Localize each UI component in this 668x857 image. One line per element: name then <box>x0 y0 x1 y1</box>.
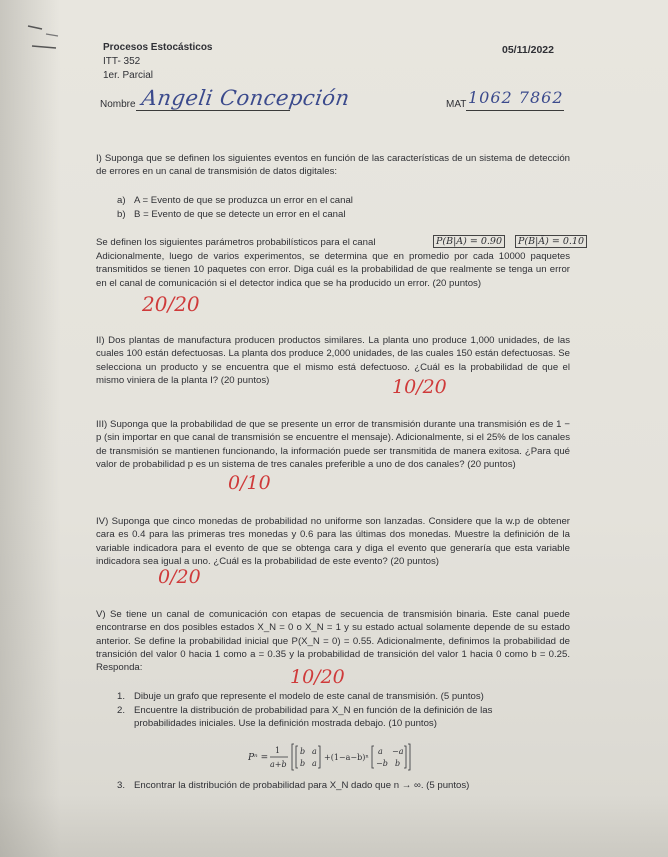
q1-item-b-label: b) <box>117 209 126 220</box>
q1-params-lead: Se definen los siguientes parámetros probabilísticos para el canal <box>96 237 376 248</box>
student-name-handwritten: Angeli Concepción <box>140 86 352 110</box>
mat-label: MAT <box>446 99 467 110</box>
exam-name: 1er. Parcial <box>103 70 154 81</box>
grade-q1: 20/20 <box>142 292 200 316</box>
name-label: Nombre <box>100 99 136 110</box>
svg-text:−b: −b <box>376 759 388 768</box>
question-3: III) Suponga que la probabilidad de que se presente un error de transmisión durante una transmisión es de 1 − p (sin importar en que canal de transmisión se encuentre el mensaje). Adicionalmente, si el 25% de los canales de transmisión se mantienen funcionando, la información puede ser transmitida de manera exitosa. ¿Para qué valor de probabilidad p es un sistema de tres canales preferible a uno de dos canales? (20 puntos) <box>96 419 570 470</box>
svg-text:a: a <box>312 747 317 756</box>
q5-item-3: Encontrar la distribución de probabilidad para X_N dado que n → ∞. (5 puntos) <box>134 780 470 791</box>
grade-q3: 0/10 <box>228 472 271 494</box>
svg-text:+(1−a−b)ⁿ: +(1−a−b)ⁿ <box>324 753 369 762</box>
svg-text:a: a <box>312 759 317 768</box>
transition-matrix-formula <box>248 740 438 777</box>
svg-text:b: b <box>395 759 401 768</box>
svg-text:b: b <box>300 759 306 768</box>
course-group: ITT- 352 <box>103 56 141 67</box>
q1-formula-2-box: P(B|Ā) = 0.10 <box>515 235 587 248</box>
svg-text:Pⁿ =: Pⁿ = <box>248 753 269 763</box>
q5-item-2-num: 2. <box>117 705 126 716</box>
q5-item-1: Dibuje un grafo que represente el modelo de este canal de transmisión. (5 puntos) <box>134 691 484 702</box>
q1-formula-1 <box>433 235 505 248</box>
question-4: IV) Suponga que cinco monedas de probabilidad no uniforme son lanzadas. Considere que la w.p de obtener cara es 0.4 para las primeras tres monedas y 0.6 para las últimas dos monedas. Muestre la definición de la variable indicadora para el evento de que se obtenga cara y diga el evento que generaría que esta variable indicadora sea igual a uno. ¿Cuál es la probabilidad de este evento? (20 puntos) <box>96 516 570 567</box>
q1-item-a: A = Evento de que se produzca un error en el canal <box>134 195 353 206</box>
paper-bottom-shade <box>0 795 668 857</box>
formula-svg <box>248 740 438 774</box>
q1-formula-2 <box>515 235 587 248</box>
q5-item-2: Encuentre la distribución de probabilidad para X_N en función de la definición de las probabilidades iniciales. Use la definición mostrada debajo. (10 puntos) <box>134 705 493 729</box>
svg-text:a+b: a+b <box>270 760 287 769</box>
svg-text:1: 1 <box>275 746 281 755</box>
q1-formula-1-box: P(B|A) = 0.90 <box>433 235 505 248</box>
question-1-intro: I) Suponga que se definen los siguientes eventos en función de las características de un sistema de detección de errores en un canal de transmisión de datos digitales: <box>96 153 570 178</box>
q5-item-1-num: 1. <box>117 691 126 702</box>
question-5: V) Se tiene un canal de comunicación con etapas de secuencia de transmisión binaria. Este canal puede encontrarse en dos posibles estados X_N = 0 o X_N = 1 y su estado actual solamente depende de su estado anterior. Se define la probabilidad inicial que P(X_N = 0) = 0.55. Adicionalmente, definimos la probabilidad de transición del valor 0 hacia 1 como a = 0.35 y la probabilidad de transición del valor 1 hacia 0 como b = 0.25. Responda: <box>96 609 570 674</box>
page-shadow <box>0 0 60 857</box>
question-2: II) Dos plantas de manufactura producen productos similares. La planta uno produce 1,000 unidades, de las cuales 100 están defectuosas. La planta dos produce 2,000 unidades, de las cuales 150 están defectuosas. Se selecciona un producto y se encuentra que el mismo está defectuoso. ¿Cuál es la probabilidad de que el mismo viniera de la planta I? (20 puntos) <box>96 335 570 386</box>
exam-date: 05/11/2022 <box>502 44 554 56</box>
svg-text:a: a <box>378 747 383 756</box>
grade-q5: 10/20 <box>290 666 345 688</box>
grade-q4: 0/20 <box>158 566 201 588</box>
course-title: Procesos Estocásticos <box>103 42 213 53</box>
q5-item-3-num: 3. <box>117 780 126 791</box>
student-id-handwritten: 1062 7862 <box>468 88 564 107</box>
grade-q2: 10/20 <box>392 376 447 398</box>
mat-underline <box>466 110 564 111</box>
pen-marks <box>26 20 86 60</box>
svg-text:−a: −a <box>392 747 404 756</box>
name-underline <box>136 110 290 111</box>
q1-item-a-label: a) <box>117 195 126 206</box>
svg-text:b: b <box>300 747 306 756</box>
q1-item-b: B = Evento de que se detecte un error en el canal <box>134 209 346 220</box>
question-1-body: Adicionalmente, luego de varios experimentos, se determina que en promedio por cada 10000 paquetes transmitidos se tienen 10 paquetes con error. Diga cuál es la probabilidad de que realmente se tenga un error en el canal de comunicación si el detector indica que se ha producido un error. (20 puntos) <box>96 251 570 289</box>
